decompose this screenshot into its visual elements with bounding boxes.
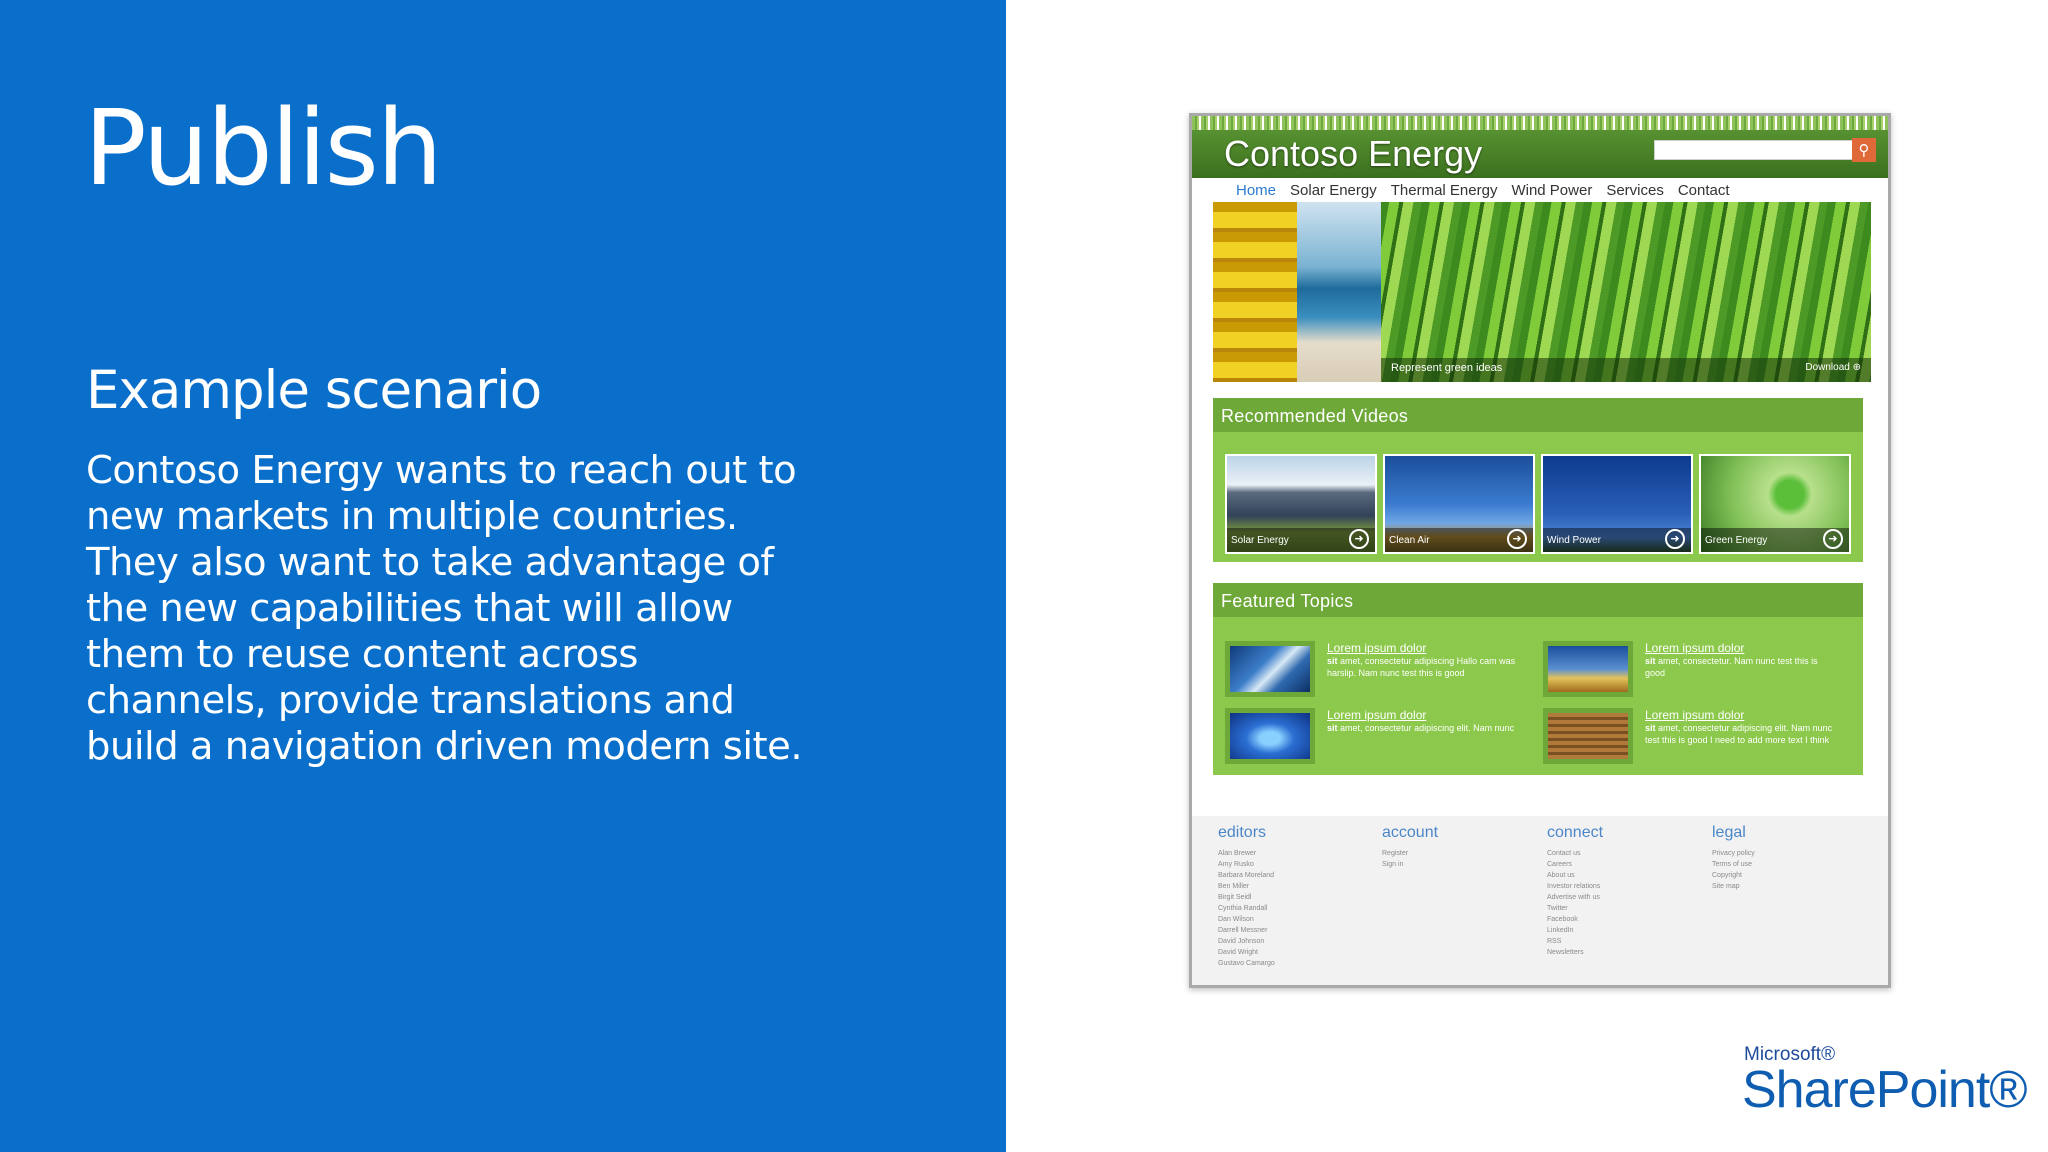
footer-link[interactable]: About us [1547, 872, 1575, 879]
footer-heading: legal [1712, 824, 1746, 841]
play-icon[interactable]: ➜ [1823, 529, 1843, 549]
footer-link[interactable]: Privacy policy [1712, 850, 1755, 857]
footer-link[interactable]: Amy Rusko [1218, 861, 1254, 868]
website-preview [1189, 113, 1891, 988]
search-icon[interactable]: ⚲ [1852, 138, 1876, 162]
hero-image-solar-panel [1213, 202, 1297, 382]
footer-link[interactable]: Birgit Seidl [1218, 894, 1252, 901]
topic-body: sit amet, consectetur adipiscing elit. Nam nunc test this is good I need to add more text I think [1645, 723, 1833, 745]
footer-link[interactable]: Site map [1712, 883, 1740, 890]
video-card[interactable] [1699, 454, 1851, 554]
topic-thumbnail [1543, 708, 1633, 764]
topic-title[interactable]: Lorem ipsum dolor [1645, 708, 1745, 722]
footer-link[interactable]: RSS [1547, 938, 1562, 945]
hero-download-link[interactable]: Download ⊕ [1805, 362, 1861, 373]
footer-heading: connect [1547, 824, 1604, 841]
recommended-videos-panel [1213, 398, 1863, 562]
site-search-input[interactable] [1654, 140, 1854, 160]
footer-link[interactable]: Dan Wilson [1218, 916, 1254, 923]
featured-topics-panel [1213, 583, 1863, 775]
topic-title[interactable]: Lorem ipsum dolor [1327, 708, 1427, 722]
footer-link[interactable]: Barbara Moreland [1218, 872, 1275, 879]
site-footer [1192, 816, 1888, 988]
footer-column-editors [1218, 824, 1378, 969]
topic-body: sit amet, consectetur adipiscing Hallo cam was harslip. Nam nunc test this is good [1327, 656, 1516, 678]
logo-product: SharePoint® [1742, 1061, 2027, 1119]
slide-title: Publish [84, 87, 441, 209]
nav-item-thermal-energy[interactable]: Thermal Energy [1390, 182, 1498, 199]
footer-link[interactable]: Ben Miller [1218, 883, 1250, 890]
topic-thumbnail [1543, 641, 1633, 697]
sharepoint-logo [1742, 1044, 2027, 1119]
hero-caption: Represent green ideas [1391, 362, 1503, 374]
slide-subtitle: Example scenario [86, 360, 542, 421]
topic-title[interactable]: Lorem ipsum dolor [1327, 641, 1427, 655]
footer-link[interactable]: LinkedIn [1547, 927, 1574, 934]
topic-item[interactable] [1543, 708, 1843, 766]
nav-item-solar-energy[interactable]: Solar Energy [1290, 182, 1377, 199]
footer-link[interactable]: Facebook [1547, 916, 1578, 923]
footer-link[interactable]: Register [1382, 850, 1409, 857]
site-banner [1192, 116, 1888, 178]
footer-link[interactable]: Investor relations [1547, 883, 1601, 890]
hero-image-strip [1213, 202, 1871, 382]
nav-item-home[interactable]: Home [1236, 182, 1277, 199]
video-label: Clean Air [1389, 535, 1430, 546]
footer-link[interactable]: David Wright [1218, 949, 1258, 956]
video-label: Solar Energy [1231, 535, 1289, 546]
footer-heading: account [1382, 824, 1439, 841]
nav-item-services[interactable]: Services [1606, 182, 1664, 199]
hero-image-grass [1381, 202, 1871, 382]
footer-column-legal [1712, 824, 1872, 892]
video-label: Wind Power [1547, 535, 1601, 546]
logo-company: Microsoft® [1744, 1044, 1836, 1065]
footer-link[interactable]: Alan Brewer [1218, 850, 1257, 857]
nav-item-contact[interactable]: Contact [1677, 182, 1730, 199]
featured-topics-heading: Featured Topics [1213, 583, 1863, 617]
video-label: Green Energy [1705, 535, 1768, 546]
footer-link[interactable]: Advertise with us [1547, 894, 1600, 901]
topic-title[interactable]: Lorem ipsum dolor [1645, 641, 1745, 655]
play-icon[interactable]: ➜ [1507, 529, 1527, 549]
topic-item[interactable] [1225, 641, 1525, 699]
topic-body: sit amet, consectetur. Nam nunc test this is good [1645, 656, 1818, 678]
footer-link[interactable]: Twitter [1547, 905, 1568, 912]
play-icon[interactable]: ➜ [1349, 529, 1369, 549]
footer-link[interactable]: Gustavo Camargo [1218, 960, 1275, 967]
play-icon[interactable]: ➜ [1665, 529, 1685, 549]
recommended-videos-heading: Recommended Videos [1213, 398, 1863, 432]
site-nav [1236, 182, 1730, 199]
topic-thumbnail [1225, 708, 1315, 764]
footer-link[interactable]: Contact us [1547, 850, 1581, 857]
footer-heading: editors [1218, 824, 1267, 841]
topic-item[interactable] [1225, 708, 1525, 766]
footer-column-connect [1547, 824, 1707, 958]
footer-link[interactable]: David Johnson [1218, 938, 1265, 945]
footer-link[interactable]: Terms of use [1712, 861, 1753, 868]
slide-left-panel [0, 0, 1006, 1152]
video-card[interactable] [1383, 454, 1535, 554]
site-brand: Contoso Energy [1224, 133, 1483, 174]
topic-body: sit amet, consectetur adipiscing elit. Nam nunc [1327, 723, 1515, 733]
topic-item[interactable] [1543, 641, 1843, 699]
hero-caption-bar [1381, 358, 1871, 382]
video-card[interactable] [1541, 454, 1693, 554]
hero-image-beach [1297, 202, 1381, 382]
video-card[interactable] [1225, 454, 1377, 554]
footer-link[interactable]: Careers [1547, 861, 1572, 868]
video-list [1225, 454, 1851, 554]
footer-link[interactable]: Sign in [1382, 861, 1404, 868]
topic-thumbnail [1225, 641, 1315, 697]
footer-link[interactable]: Darrell Messner [1218, 927, 1268, 934]
footer-link[interactable]: Copyright [1712, 872, 1742, 879]
footer-column-account [1382, 824, 1542, 870]
slide-body-text: Contoso Energy wants to reach out to new markets in multiple countries. They also want to take advantage of the new capabilities that will allow them to reuse content across channels, provide translations and build a navigation driven modern site. [86, 448, 803, 769]
footer-link[interactable]: Cynthia Randall [1218, 905, 1268, 912]
nav-item-wind-power[interactable]: Wind Power [1511, 182, 1593, 199]
footer-link[interactable]: Newsletters [1547, 949, 1584, 956]
